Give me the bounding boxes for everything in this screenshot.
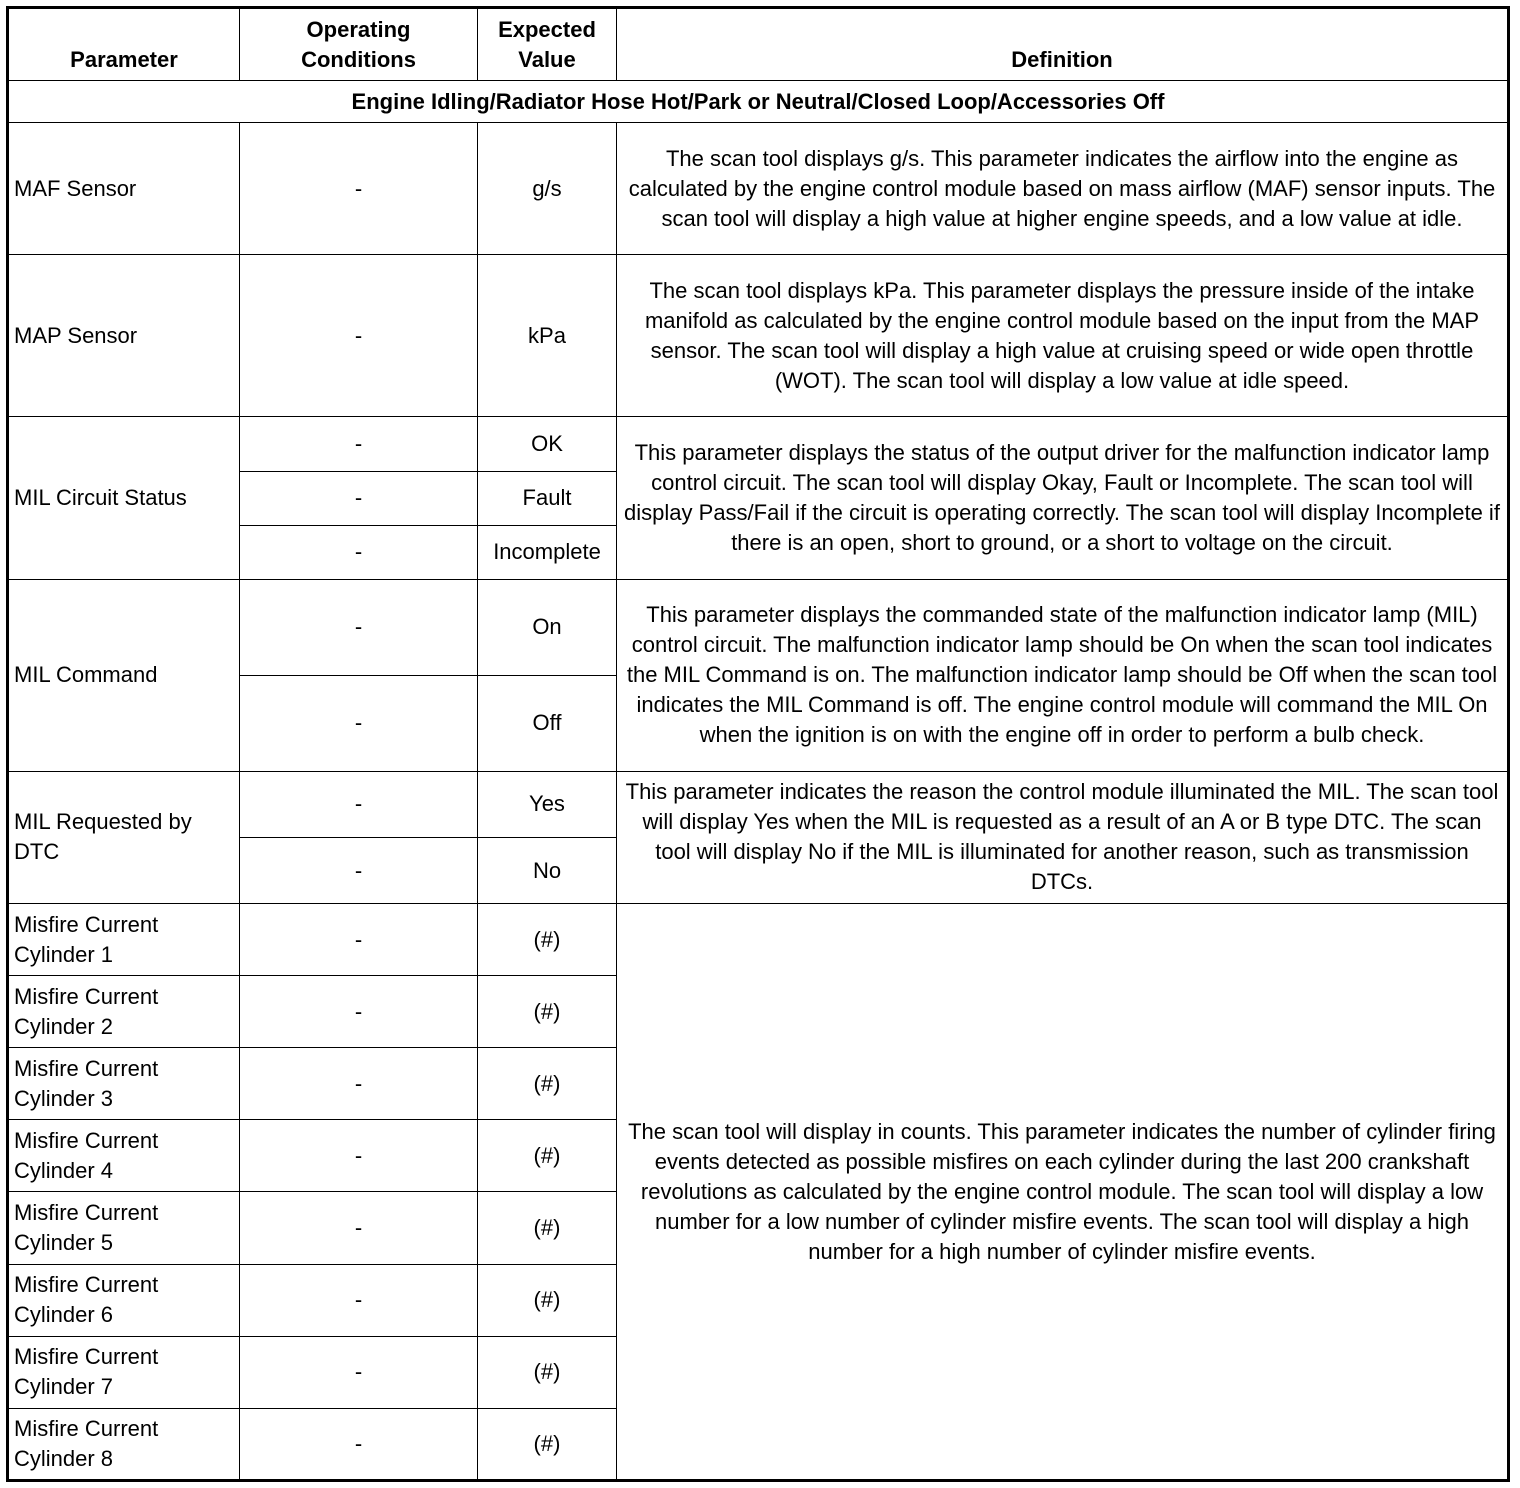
- value-cell: (#): [478, 904, 617, 976]
- parameter-cell: Misfire Current Cylinder 3: [8, 1048, 240, 1120]
- condition-cell: -: [240, 579, 478, 675]
- condition-cell: -: [240, 1264, 478, 1336]
- condition-cell: -: [240, 1048, 478, 1120]
- condition-cell: -: [240, 1192, 478, 1264]
- value-cell: (#): [478, 976, 617, 1048]
- value-cell: (#): [478, 1264, 617, 1336]
- parameter-cell: Misfire Current Cylinder 1: [8, 904, 240, 976]
- value-cell: (#): [478, 1192, 617, 1264]
- value-cell: g/s: [478, 123, 617, 255]
- header-parameter: Parameter: [8, 8, 240, 81]
- section-row: [8, 81, 1509, 123]
- parameter-table: [6, 6, 1510, 1482]
- definition-cell: This parameter displays the status of the output driver for the malfunction indicator lamp control circuit. The scan tool will display Okay, Fault or Incomplete. The scan tool will display Pass/Fail if the circuit is operating correctly. The scan tool will display Incomplete if there is an open, short to ground, or a short to voltage on the circuit.: [617, 417, 1509, 579]
- condition-cell: -: [240, 675, 478, 771]
- table-row-map: [8, 255, 1509, 417]
- definition-cell: The scan tool displays g/s. This parameter indicates the airflow into the engine as calculated by the engine control module based on mass airflow (MAF) sensor inputs. The scan tool will display a high value at higher engine speeds, and a low value at idle.: [617, 123, 1509, 255]
- definition-cell: This parameter displays the commanded state of the malfunction indicator lamp (MIL) control circuit. The malfunction indicator lamp should be On when the scan tool indicates the MIL Command is on. The malfunction indicator lamp should be Off when the scan tool indicates the MIL Command is off. The engine control module will command the MIL On when the ignition is on with the engine off in order to perform a bulb check.: [617, 579, 1509, 771]
- table-row-mil-circuit: [8, 417, 1509, 471]
- condition-cell: -: [240, 255, 478, 417]
- value-cell: (#): [478, 1408, 617, 1480]
- value-cell: kPa: [478, 255, 617, 417]
- table-row-maf: [8, 123, 1509, 255]
- header-expected-value: Expected Value: [478, 8, 617, 81]
- parameter-cell: Misfire Current Cylinder 4: [8, 1120, 240, 1192]
- parameter-cell: MIL Circuit Status: [8, 417, 240, 579]
- header-row: [8, 8, 1509, 81]
- condition-cell: -: [240, 525, 478, 579]
- value-cell: (#): [478, 1336, 617, 1408]
- value-cell: Fault: [478, 471, 617, 525]
- header-definition: Definition: [617, 8, 1509, 81]
- value-cell: OK: [478, 417, 617, 471]
- value-cell: Off: [478, 675, 617, 771]
- value-cell: On: [478, 579, 617, 675]
- condition-cell: -: [240, 771, 478, 837]
- parameter-cell: MIL Requested by DTC: [8, 771, 240, 903]
- table-row-misfire: [8, 904, 1509, 976]
- condition-cell: -: [240, 417, 478, 471]
- condition-cell: -: [240, 1120, 478, 1192]
- header-operating-conditions: Operating Conditions: [240, 8, 478, 81]
- table-row-mil-dtc: [8, 771, 1509, 837]
- table-row-mil-command: [8, 579, 1509, 675]
- parameter-cell: Misfire Current Cylinder 6: [8, 1264, 240, 1336]
- value-cell: (#): [478, 1048, 617, 1120]
- definition-cell: This parameter indicates the reason the control module illuminated the MIL. The scan tool will display Yes when the MIL is requested as a result of an A or B type DTC. The scan tool will display No if the MIL is illuminated for another reason, such as transmission DTCs.: [617, 771, 1509, 903]
- parameter-cell: Misfire Current Cylinder 2: [8, 976, 240, 1048]
- section-title: Engine Idling/Radiator Hose Hot/Park or Neutral/Closed Loop/Accessories Off: [8, 81, 1509, 123]
- definition-cell: The scan tool will display in counts. This parameter indicates the number of cylinder firing events detected as possible misfires on each cylinder during the last 200 crankshaft revolutions as calculated by the engine control module. The scan tool will display a low number for a low number of cylinder misfire events. The scan tool will display a high number for a high number of cylinder misfire events.: [617, 904, 1509, 1481]
- value-cell: Yes: [478, 771, 617, 837]
- condition-cell: -: [240, 123, 478, 255]
- condition-cell: -: [240, 837, 478, 903]
- condition-cell: -: [240, 1408, 478, 1480]
- definition-cell: The scan tool displays kPa. This parameter displays the pressure inside of the intake manifold as calculated by the engine control module based on the input from the MAP sensor. The scan tool will display a high value at cruising speed or wide open throttle (WOT). The scan tool will display a low value at idle speed.: [617, 255, 1509, 417]
- parameter-cell: Misfire Current Cylinder 8: [8, 1408, 240, 1480]
- value-cell: (#): [478, 1120, 617, 1192]
- value-cell: No: [478, 837, 617, 903]
- parameter-cell: MAF Sensor: [8, 123, 240, 255]
- parameter-cell: Misfire Current Cylinder 7: [8, 1336, 240, 1408]
- condition-cell: -: [240, 471, 478, 525]
- condition-cell: -: [240, 904, 478, 976]
- parameter-cell: MAP Sensor: [8, 255, 240, 417]
- condition-cell: -: [240, 976, 478, 1048]
- parameter-cell: MIL Command: [8, 579, 240, 771]
- parameter-cell: Misfire Current Cylinder 5: [8, 1192, 240, 1264]
- value-cell: Incomplete: [478, 525, 617, 579]
- condition-cell: -: [240, 1336, 478, 1408]
